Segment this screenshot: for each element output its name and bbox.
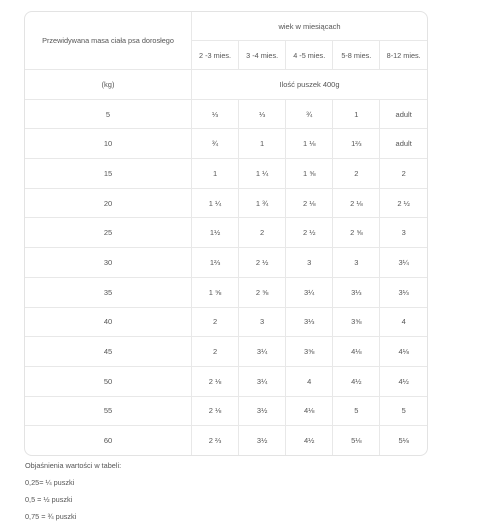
amount-cell: 2 [380, 159, 427, 189]
amount-cell: 4⅛ [380, 337, 427, 367]
amount-cell: 4½ [286, 426, 333, 455]
amount-cell: 1⅔ [333, 129, 380, 159]
amount-cell: 1 [333, 99, 380, 129]
age-column-header: 2 -3 mies. [192, 41, 239, 70]
amount-cell: 5 [333, 396, 380, 426]
amount-cell: 3 [286, 248, 333, 278]
table-row [25, 426, 427, 455]
mass-cell: 50 [25, 366, 192, 396]
note-line: 0,25= ¼ puszki [25, 478, 75, 487]
age-column-header: 8-12 mies. [380, 41, 427, 70]
table-row [25, 396, 427, 426]
age-group-header: wiek w miesiącach [192, 12, 428, 41]
amount-cell: 2 ⅛ [286, 188, 333, 218]
amount-cell: 2 ⅛ [333, 188, 380, 218]
amount-cell: 1 ⅛ [286, 129, 333, 159]
table-row [25, 307, 427, 337]
amount-cell: adult [380, 129, 427, 159]
amount-cell: 3 [333, 248, 380, 278]
amount-cell: 4½ [333, 366, 380, 396]
amount-cell: 2 ½ [286, 218, 333, 248]
mass-cell: 15 [25, 159, 192, 189]
amount-cell: 4⅛ [286, 396, 333, 426]
mass-cell: 25 [25, 218, 192, 248]
mass-cell: 20 [25, 188, 192, 218]
mass-cell: 30 [25, 248, 192, 278]
amount-cell: 2 ⅛ [192, 396, 239, 426]
amount-cell: 1½ [192, 218, 239, 248]
amount-cell: 2 [239, 218, 286, 248]
amount-cell: 3 [380, 218, 427, 248]
table-row [25, 248, 427, 278]
amount-cell: 3⅝ [333, 307, 380, 337]
amount-cell: 2 ½ [380, 188, 427, 218]
amount-cell: 5⅛ [398, 436, 409, 446]
amount-cell: 3⅓ [380, 277, 427, 307]
amount-cell: adult [380, 99, 427, 129]
amount-cell: 2 [192, 337, 239, 367]
mass-cell: 5 [25, 99, 192, 129]
table-row [25, 159, 427, 189]
mass-cell: 35 [25, 277, 192, 307]
table-row [25, 188, 427, 218]
mass-cell: 45 [25, 337, 192, 367]
table-row [25, 129, 427, 159]
table-row [25, 99, 427, 129]
table-row [25, 366, 427, 396]
table-row [25, 277, 427, 307]
amount-cell: 3⅓ [286, 307, 333, 337]
mass-cell: 10 [25, 129, 192, 159]
age-column-header: 3 -4 mies. [239, 41, 286, 70]
amount-cell: 4 [380, 307, 427, 337]
amount-cell: ¾ [286, 99, 333, 129]
amount-cell: 5⅛ [333, 426, 380, 455]
amount-cell: 3¼ [239, 366, 286, 396]
amount-cell: 1 [239, 129, 286, 159]
amount-cell: ¾ [192, 129, 239, 159]
table-row [25, 337, 427, 367]
amount-cell: 1⅔ [192, 248, 239, 278]
mass-column-header: Przewidywana masa ciała psa dorosłego [25, 12, 192, 70]
amount-cell: 4⅛ [333, 337, 380, 367]
amount-cell: 1 ⅝ [286, 159, 333, 189]
amount-cell: 3⅝ [286, 337, 333, 367]
amount-cell: 2 [192, 307, 239, 337]
amount-cell: 3½ [239, 396, 286, 426]
mass-cell: 60 [25, 426, 192, 455]
mass-cell: 55 [25, 396, 192, 426]
table-row [25, 218, 427, 248]
amount-cell: 3¼ [286, 277, 333, 307]
amount-label: Ilość puszek 400g [192, 70, 428, 100]
amount-cell: 1 ¾ [239, 188, 286, 218]
amount-cell: 1 ⅝ [192, 277, 239, 307]
amount-cell: 3⅓ [333, 277, 380, 307]
amount-cell: 3¼ [239, 337, 286, 367]
age-column-header: 5-8 mies. [333, 41, 380, 70]
age-column-header: 4 -5 mies. [286, 41, 333, 70]
amount-cell: ⅓ [239, 99, 286, 129]
amount-cell: 4½ [380, 366, 427, 396]
amount-cell: 3 [239, 307, 286, 337]
amount-cell: 4 [286, 366, 333, 396]
amount-cell: 2 ½ [239, 248, 286, 278]
feeding-table [25, 12, 427, 455]
note-line: 0,5 = ½ puszki [25, 495, 73, 504]
feeding-table-card [24, 11, 428, 456]
notes-section [25, 461, 121, 529]
notes-title: Objaśnienia wartości w tabeli: [25, 461, 122, 470]
amount-cell: 3½ [239, 426, 286, 455]
mass-cell: 40 [25, 307, 192, 337]
amount-cell: 5 [380, 396, 427, 426]
amount-cell: 2 [333, 159, 380, 189]
amount-cell: 2 ⅝ [239, 277, 286, 307]
amount-cell: ⅓ [192, 99, 239, 129]
amount-cell: 1 [192, 159, 239, 189]
amount-cell: 2 ⅝ [333, 218, 380, 248]
note-line: 0,75 = ¾ puszki [25, 512, 77, 521]
unit-label: (kg) [25, 70, 192, 100]
amount-cell: 2 ⅛ [192, 366, 239, 396]
amount-cell: 3¼ [380, 248, 427, 278]
amount-cell: 1 ¼ [239, 159, 286, 189]
amount-cell: 2 ⅔ [192, 426, 239, 455]
amount-cell: 1 ¼ [192, 188, 239, 218]
